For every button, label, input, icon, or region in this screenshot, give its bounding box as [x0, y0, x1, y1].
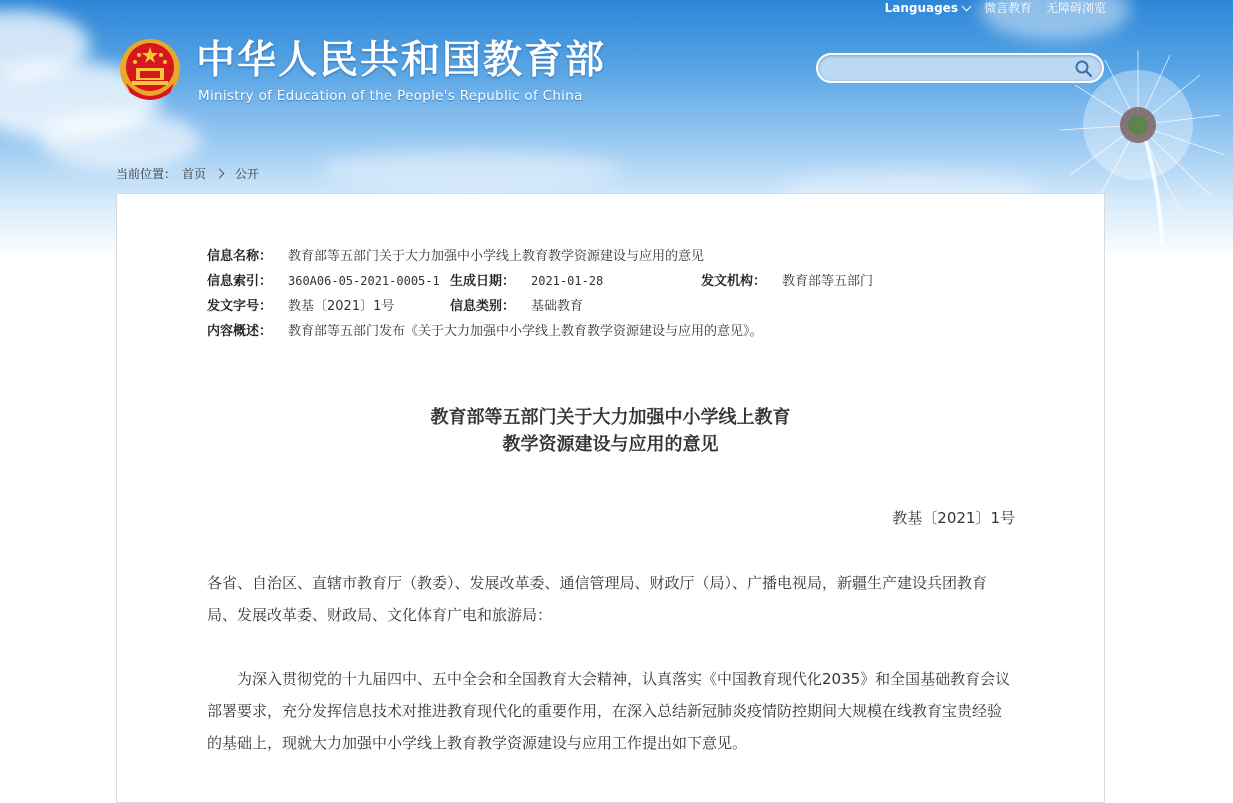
- document-title-line1: 教育部等五部门关于大力加强中小学线上教育: [430, 407, 791, 428]
- info-name-label: 信息名称：: [207, 249, 273, 264]
- category-label: 信息类别：: [450, 299, 516, 314]
- doc-no-label: 发文字号：: [207, 299, 273, 314]
- doc-no-value: 教基〔2021〕1号: [288, 299, 395, 314]
- accessibility-link[interactable]: 无障碍浏览: [1045, 1, 1106, 15]
- search-icon[interactable]: [1074, 59, 1094, 79]
- chevron-right-icon: [215, 169, 225, 179]
- breadcrumb-home-link[interactable]: 首页: [182, 167, 207, 181]
- date-label: 生成日期：: [450, 274, 516, 289]
- languages-menu[interactable]: [885, 0, 970, 16]
- breadcrumb: [116, 165, 259, 182]
- category-value: 基础教育: [531, 299, 584, 314]
- body-paragraph-1: 为深入贯彻党的十九届四中、五中全会和全国教育大会精神，认真落实《中国教育现代化2035》和全国基础教育会议部署要求，充分发挥信息技术对推进教育现代化的重要作用，在深入总结新冠肺炎疫情防控期间大规模在线教育宝贵经验的基础上，现就大力加强中小学线上教育教学资源建设与应用工作提出如下意见。: [207, 670, 1011, 752]
- content-panel: [116, 193, 1105, 803]
- document-title: [117, 404, 1104, 458]
- search-input[interactable]: [828, 59, 1072, 79]
- index-label: 信息索引：: [207, 274, 273, 289]
- date-value: 2021-01-28: [531, 274, 604, 288]
- chevron-down-icon: [962, 1, 972, 11]
- site-subtitle: Ministry of Education of the People's Republic of China: [198, 88, 583, 104]
- document-number: 教基〔2021〕1号: [892, 509, 1015, 527]
- recipients-paragraph: 各省、自治区、直辖市教育厅（教委）、发展改革委、通信管理局、财政厅（局）、广播电视局，新疆生产建设兵团教育局、发展改革委、财政局、文化体育广电和旅游局：: [207, 574, 988, 624]
- breadcrumb-prefix: 当前位置：: [116, 167, 177, 181]
- summary-label: 内容概述：: [207, 324, 273, 339]
- languages-label: Languages: [884, 1, 958, 15]
- top-utility-bar: [885, 0, 1106, 16]
- search-box: [816, 53, 1104, 83]
- weibo-link[interactable]: 微言教育: [983, 1, 1032, 15]
- summary-value: 教育部等五部门发布《关于大力加强中小学线上教育教学资源建设与应用的意见》。: [288, 324, 763, 339]
- breadcrumb-current-link[interactable]: 公开: [235, 167, 260, 181]
- site-title: 中华人民共和国教育部: [196, 38, 607, 83]
- info-name-value: 教育部等五部门关于大力加强中小学线上教育教学资源建设与应用的意见: [288, 249, 705, 264]
- issuer-value: 教育部等五部门: [782, 274, 874, 289]
- issuer-label: 发文机构：: [701, 274, 767, 289]
- document-title-line2: 教学资源建设与应用的意见: [502, 434, 719, 455]
- national-emblem-icon: [118, 37, 182, 103]
- index-value: 360A06-05-2021-0005-1: [288, 274, 440, 288]
